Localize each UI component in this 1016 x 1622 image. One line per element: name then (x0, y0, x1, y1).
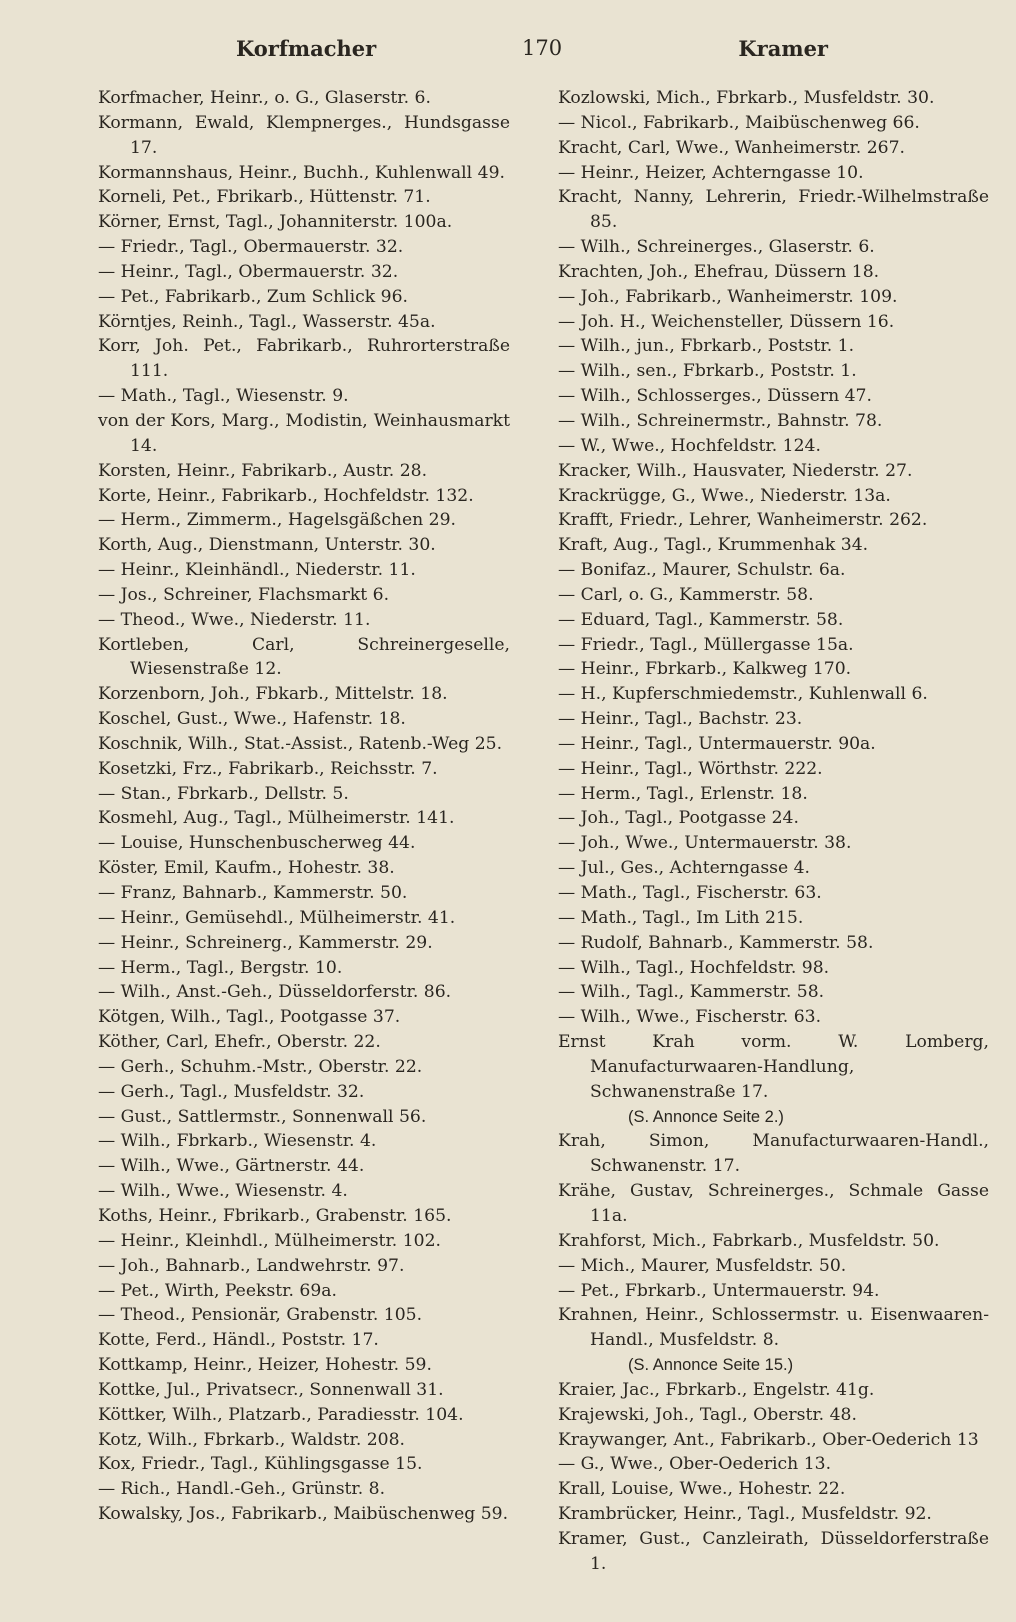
directory-entry: Kottke, Jul., Privatsecr., Sonnenwall 31. (98, 1379, 444, 1400)
directory-entry: Krachten, Joh., Ehefrau, Düssern 18. (558, 261, 880, 282)
directory-entry: — Wilh., Schreinerges., Glaserstr. 6. (558, 237, 875, 258)
header-left-keyword: Korfmacher (236, 36, 377, 61)
directory-entry: Krall, Louise, Wwe., Hohestr. 22. (558, 1479, 846, 1500)
directory-entry: — Louise, Hunschenbuscherweg 44. (98, 833, 416, 854)
annonce-note: (S. Annonce Seite 15.) (628, 1356, 794, 1375)
directory-entry: — H., Kupferschmiedemstr., Kuhlenwall 6. (558, 684, 928, 705)
directory-entry: — Math., Tagl., Fischerstr. 63. (558, 883, 822, 903)
directory-entry: — Herm., Tagl., Bergstr. 10. (98, 957, 343, 978)
directory-entry: — Gerh., Schuhm.-Mstr., Oberstr. 22. (98, 1056, 423, 1077)
directory-entry: Kosetzki, Frz., Fabrikarb., Reichsstr. 7. (98, 758, 438, 779)
directory-entry: — Herm., Zimmerm., Hagelsgäßchen 29. (98, 510, 457, 531)
directory-entry: Ernst Krah vorm. W. Lomberg, Manufacturwaaren-Handlung, Schwanenstraße 17. (558, 1032, 989, 1102)
directory-entry: — Wilh., Fbrkarb., Wiesenstr. 4. (98, 1131, 377, 1152)
directory-entry: — Math., Tagl., Im Lith 215. (558, 907, 804, 928)
directory-entry: — Heinr., Fbrkarb., Kalkweg 170. (558, 659, 852, 680)
directory-entry: — Math., Tagl., Wiesenstr. 9. (98, 386, 349, 407)
directory-entry: — Stan., Fbrkarb., Dellstr. 5. (98, 783, 349, 804)
directory-entry: Krahforst, Mich., Fabrkarb., Musfeldstr. 50. (558, 1230, 940, 1251)
page-number: 170 (522, 36, 563, 60)
directory-entry: — Theod., Pensionär, Grabenstr. 105. (98, 1305, 423, 1326)
directory-entry: Kowalsky, Jos., Fabrikarb., Maibüschenweg 59. (98, 1504, 509, 1525)
directory-entry: Krackrügge, G., Wwe., Niederstr. 13a. (558, 485, 891, 506)
directory-entry: — Friedr., Tagl., Müllergasse 15a. (558, 634, 854, 655)
directory-entry: Kotte, Ferd., Händl., Poststr. 17. (98, 1330, 379, 1351)
directory-entry: — Nicol., Fabrikarb., Maibüschenweg 66. (558, 112, 920, 133)
directory-entry: Korfmacher, Heinr., o. G., Glaserstr. 6. (98, 88, 431, 108)
directory-entry: Korsten, Heinr., Fabrikarb., Austr. 28. (98, 460, 428, 481)
directory-entry: Kox, Friedr., Tagl., Kühlingsgasse 15. (98, 1454, 423, 1475)
directory-entry: — Joh., Tagl., Pootgasse 24. (558, 808, 799, 829)
header-right-keyword: Kramer (738, 36, 828, 61)
directory-entry: Krähe, Gustav, Schreinerges., Schmale Gasse 11a. (558, 1181, 989, 1226)
directory-entry: — G., Wwe., Ober-Oederich 13. (558, 1454, 832, 1475)
directory-entry: Köther, Carl, Ehefr., Oberstr. 22. (98, 1032, 381, 1053)
directory-entry: — Wilh., Tagl., Kammerstr. 58. (558, 982, 825, 1003)
directory-entry: — Joh., Wwe., Untermauerstr. 38. (558, 833, 852, 854)
directory-entry: — Wilh., Anst.-Geh., Düsseldorferstr. 86. (98, 982, 452, 1003)
directory-entry: Kracht, Carl, Wwe., Wanheimerstr. 267. (558, 137, 905, 158)
directory-entry: Kottkamp, Heinr., Heizer, Hohestr. 59. (98, 1355, 432, 1376)
directory-entry: — Mich., Maurer, Musfeldstr. 50. (558, 1255, 847, 1276)
directory-entry: — Gerh., Tagl., Musfeldstr. 32. (98, 1081, 365, 1102)
directory-entry: Kortleben, Carl, Schreinergeselle, Wiesenstraße 12. (98, 634, 510, 680)
directory-entry: — Theod., Wwe., Niederstr. 11. (98, 609, 371, 630)
directory-entry: — Wilh., Schreinermstr., Bahnstr. 78. (558, 410, 883, 431)
directory-entry: — Heinr., Tagl., Wörthstr. 222. (558, 758, 823, 779)
directory-entry: Kozlowski, Mich., Fbrkarb., Musfeldstr. 30. (558, 88, 935, 108)
directory-entry: — Joh., Fabrikarb., Wanheimerstr. 109. (558, 286, 898, 307)
directory-entry: — W., Wwe., Hochfeldstr. 124. (558, 435, 821, 456)
directory-entry: Kraier, Jac., Fbrkarb., Engelstr. 41g. (558, 1379, 875, 1400)
directory-entry: Kramer, Gust., Canzleirath, Düsseldorferstraße 1. (558, 1528, 989, 1574)
directory-entry: von der Kors, Marg., Modistin, Weinhausmarkt 14. (98, 410, 510, 456)
directory-entry: — Carl, o. G., Kammerstr. 58. (558, 584, 814, 605)
directory-entry: — Pet., Fabrikarb., Zum Schlick 96. (98, 286, 408, 307)
directory-entry: — Bonifaz., Maurer, Schulstr. 6a. (558, 560, 846, 581)
directory-entry: — Wilh., sen., Fbrkarb., Poststr. 1. (558, 361, 857, 382)
directory-entry: Kosmehl, Aug., Tagl., Mülheimerstr. 141. (98, 808, 455, 829)
directory-entry: — Heinr., Heizer, Achterngasse 10. (558, 162, 864, 183)
directory-entry: — Heinr., Gemüsehdl., Mülheimerstr. 41. (98, 907, 456, 928)
directory-entry: — Heinr., Kleinhändl., Niederstr. 11. (98, 560, 416, 581)
directory-entry: Krahnen, Heinr., Schlossermstr. u. Eisenwaaren-Handl., Musfeldstr. 8. (558, 1305, 989, 1351)
directory-entry: — Joh., Bahnarb., Landwehrstr. 97. (98, 1255, 405, 1276)
directory-entry: — Heinr., Kleinhdl., Mülheimerstr. 102. (98, 1230, 441, 1251)
directory-entry: — Jul., Ges., Achterngasse 4. (558, 858, 811, 879)
directory-entry: Kotz, Wilh., Fbrkarb., Waldstr. 208. (98, 1429, 406, 1450)
right-column (558, 86, 989, 1577)
directory-entry: — Wilh., Tagl., Hochfeldstr. 98. (558, 957, 830, 978)
directory-entry: — Gust., Sattlermstr., Sonnenwall 56. (98, 1106, 427, 1127)
directory-entry: Kötgen, Wilh., Tagl., Pootgasse 37. (98, 1007, 401, 1028)
directory-entry: — Wilh., Wwe., Gärtnerstr. 44. (98, 1156, 365, 1177)
left-column (98, 86, 510, 1527)
directory-entry: — Eduard, Tagl., Kammerstr. 58. (558, 609, 844, 630)
page-header (98, 36, 978, 70)
directory-entry: Körntjes, Reinh., Tagl., Wasserstr. 45a. (98, 311, 436, 332)
directory-entry: — Wilh., Wwe., Wiesenstr. 4. (98, 1181, 348, 1202)
directory-entry: Krambrücker, Heinr., Tagl., Musfeldstr. 92. (558, 1504, 932, 1525)
directory-entry: — Heinr., Tagl., Obermauerstr. 32. (98, 261, 399, 282)
directory-entry: Koschnik, Wilh., Stat.-Assist., Ratenb.-Weg 25. (98, 733, 503, 754)
directory-entry: Koschel, Gust., Wwe., Hafenstr. 18. (98, 709, 406, 730)
directory-entry: Köttker, Wilh., Platzarb., Paradiesstr. 104. (98, 1404, 464, 1425)
directory-entry: Kraft, Aug., Tagl., Krummenhak 34. (558, 535, 869, 556)
directory-entry: Korzenborn, Joh., Fbkarb., Mittelstr. 18. (98, 684, 448, 705)
directory-entry: Kormannshaus, Heinr., Buchh., Kuhlenwall 49. (98, 162, 505, 183)
directory-entry: Korneli, Pet., Fbrikarb., Hüttenstr. 71. (98, 187, 431, 208)
directory-entry: — Heinr., Tagl., Untermauerstr. 90a. (558, 733, 876, 754)
annonce-note: (S. Annonce Seite 2.) (628, 1107, 784, 1126)
directory-entry: Krajewski, Joh., Tagl., Oberstr. 48. (558, 1404, 857, 1425)
directory-entry: — Pet., Fbrkarb., Untermauerstr. 94. (558, 1280, 880, 1301)
directory-entry: — Wilh., Wwe., Fischerstr. 63. (558, 1007, 822, 1028)
directory-entry: — Franz, Bahnarb., Kammerstr. 50. (98, 883, 408, 903)
directory-entry: — Heinr., Schreinerg., Kammerstr. 29. (98, 932, 433, 953)
directory-entry: — Jos., Schreiner, Flachsmarkt 6. (98, 584, 390, 605)
directory-entry: Körner, Ernst, Tagl., Johanniterstr. 100a. (98, 212, 453, 233)
directory-entry: Köster, Emil, Kaufm., Hohestr. 38. (98, 858, 395, 879)
directory-entry: Korr, Joh. Pet., Fabrikarb., Ruhrorterstraße 111. (98, 336, 510, 382)
directory-entry: — Pet., Wirth, Peekstr. 69a. (98, 1280, 338, 1301)
directory-entry: Krah, Simon, Manufacturwaaren-Handl., Schwanenstr. 17. (558, 1131, 989, 1177)
directory-entry: — Wilh., Schlosserges., Düssern 47. (558, 386, 872, 407)
directory-entry: Kraywanger, Ant., Fabrikarb., Ober-Oederich 13 (558, 1429, 979, 1450)
directory-entry: — Heinr., Tagl., Bachstr. 23. (558, 709, 803, 730)
directory-entry: — Wilh., jun., Fbrkarb., Poststr. 1. (558, 336, 855, 357)
directory-entry: Korte, Heinr., Fabrikarb., Hochfeldstr. 132. (98, 485, 474, 506)
directory-entry: Krafft, Friedr., Lehrer, Wanheimerstr. 262. (558, 510, 928, 531)
directory-entry: Kracht, Nanny, Lehrerin, Friedr.-Wilhelmstraße 85. (558, 187, 989, 233)
directory-entry: Koths, Heinr., Fbrikarb., Grabenstr. 165. (98, 1205, 452, 1226)
directory-entry: — Rich., Handl.-Geh., Grünstr. 8. (98, 1479, 386, 1500)
directory-entry: — Joh. H., Weichensteller, Düssern 16. (558, 311, 895, 332)
directory-entry: Kormann, Ewald, Klempnerges., Hundsgasse 17. (98, 112, 510, 158)
directory-entry: Kracker, Wilh., Hausvater, Niederstr. 27. (558, 460, 913, 481)
directory-entry: — Rudolf, Bahnarb., Kammerstr. 58. (558, 932, 874, 953)
directory-entry: Korth, Aug., Dienstmann, Unterstr. 30. (98, 535, 436, 556)
directory-entry: — Friedr., Tagl., Obermauerstr. 32. (98, 237, 404, 258)
directory-entry: — Herm., Tagl., Erlenstr. 18. (558, 783, 808, 804)
